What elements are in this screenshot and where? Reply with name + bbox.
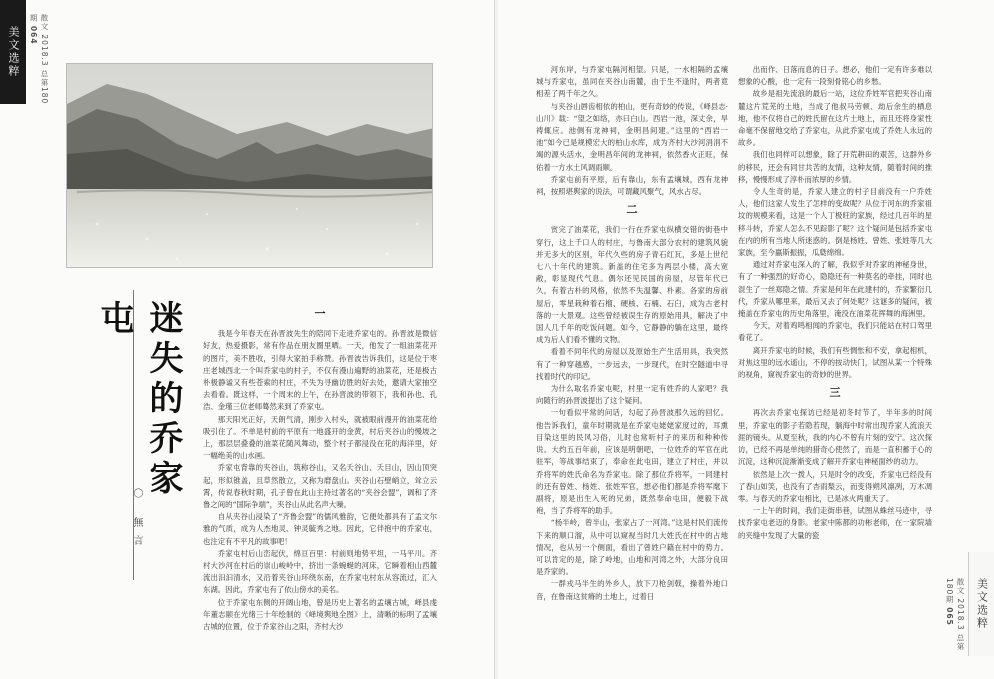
paragraph: 看着不同年代的房屋以及原始生产生活用具，我突然有了一种穿越感，一步远去，一步现代，在时空隧道中寻找着时代的印记。: [536, 347, 728, 381]
rapeseed-field-photo: [66, 63, 433, 268]
paragraph: 离开乔家屯的时候，我们有些惆怅和不安，拿起相机，对焦这里的远水遥山，不停的按动快门，试图从某一个特殊的视角，窥视乔家屯的奇妙的世界。: [738, 345, 932, 380]
right-page: [498, 0, 994, 679]
paragraph: 与夹谷山唇齿相依的柏山，更有奇妙的传说，《峄县志·山川》载：“望之如络，亦曰白山。西岩一池，深丈余，旱祷辄应。池侧有龙神祠，金明昌间建。”这里的“西岩一池”如今已是规模宏大的柏山水库，成为齐村大沙河涓涓不竭的源头活水，金明昌年间的龙神祠，依然香火正旺，保佑着一方水土风调雨顺。: [536, 101, 728, 172]
paragraph: 那天阳光正好，天朗气清，刚步入村头，就被眼前漫开的油菜花给吸引住了。不单是村前的平原有一地盛开的金黄，村后夹谷山的慢坡之上，那层层叠叠的油菜花随风舞动，整个村子都浸没在花的海洋里，好一幅绝美的山水画。: [203, 414, 437, 461]
section-tab: 美文选粹: [0, 0, 26, 104]
paragraph: 故乡是祖先流浪的最后一站，这位乔姓军官把夹谷山南麓这片荒芜的土地，当成了他叔马劳顿、劫后余生的栖息地，他不仅将自己的姓氏留在这片土地上，而且还将身家性命毫不保留地交给了乔家屯，从此乔家屯成了乔姓人永远的故乡。: [738, 89, 932, 148]
author-mark: 〇: [131, 488, 142, 506]
section-tab: 美文选粹: [968, 552, 994, 656]
paragraph: 再次去乔家屯探访已经是初冬时节了，半年多的时间里，乔家屯的影子若隐若现，躺海中时常出现乔家人流浪天涯的镜头。从夏至秋，我的内心不曾有片刻的安宁。这次探访，已经不再是单纯的猎奇心使然了，而是一直积蓄于心的沉淀，这种沉淀渐渐变成了解开乔家屯神秘面纱的动力。: [738, 408, 932, 467]
paragraph: 我们也同样可以想象，除了开荒耕田的艰苦，这群外乡的移民，还会有同甘共苦的友情，这种友情，随着时间的推移，慢慢形成了淳朴而浓厚的乡情。: [738, 150, 932, 184]
paragraph: 依然是上次一拨人，只是时令的改变，乔家屯已经没有了春山如笑，也没有了杏雨梨云，而变得朔风凛冽，万木凋零。与春天的乔家屯相比，已是冰火两重天了。: [738, 469, 932, 503]
author-name: 無言: [131, 517, 142, 554]
paragraph: 为什么取名乔家屯呢，村里一定有姓乔的人家吧？我向随行的孙晋波提出了这个疑问。: [536, 384, 728, 406]
paragraph: 一句看似平常的问话，勾起了孙晋波那久远的回忆。他告诉我们，童年时期就是在乔家屯姥姥家度过的，耳熏目染这里的民风习俗，儿时也常听村子的来历和种种传说。大约五百年前，应该是明朝吧，一位姓乔的军官在此驻军，等战事结束了，奉命在此屯田，建立了村庄，并以乔将军的姓氏命名为乔家屯。除了那位乔将军，一同建村的还有曾姓、杨姓、张姓军官，想必他们都是乔将军麾下副将，原是出生入死的兄弟，既然奉命屯田，便毅下战袍，当了乔将军的助手。: [536, 408, 728, 516]
page-number: 064: [29, 25, 38, 45]
paragraph: 乔家屯村后山峦起伏，绵亘百里：村前则地势平坦，一马平川。齐村大沙河在村后的崇山峻岭中，挤出一条蜿蜒的河床，它瞬着相山西麓流出汩汩清水，又沿着夹谷山环绕东南，在乔家屯村东从容流过，汇入东湖。因此，乔家屯有了依山傍水的美名。: [203, 548, 437, 595]
paragraph: 我是今年春天在孙晋波先生的陪同下走进乔家屯的。孙晋波是微信好友，热爱摄影，常有作品在朋友圈里晒。一天，他发了一组油菜花开的图片，美不胜收，引得大家拍手称赞。孙晋波告诉我们，这是位于枣庄老城西北一个叫乔家屯的村子，不仅有漫山遍野的油菜花，还是极古朴极静谧又有些苍索的村庄，不失为寻幽访胜的好去处，邀请大家抽空去看看。既这样，一个周末的上午，在孙晋波的带领下，我和孙也、孔浩、金瑾三位老师蓦然来到了乔家屯。: [203, 329, 437, 412]
paragraph: 今天，对着鸡鸣相闻的乔家屯，我们只能站在村口驾里看花了。: [738, 321, 932, 343]
issue-line: 散文 2018.3 总第180期: [29, 14, 49, 105]
issue-info: [944, 578, 966, 668]
paragraph: 出而作、日落而息的日子。想必，他们一定有许多难以想象的心酸，也一定有一段刻骨铭心的乡愁。: [738, 65, 932, 87]
paragraph: 令人生奇的是，乔家人建立的村子目前没有一户乔姓人，他们这家人发生了怎样的变故呢？从位于河东的乔家祖坟的规模来看，这是一个人丁极旺的家族，经过几百年的星移斗转，乔家人怎么不见踪影了呢？这个疑问是包括乔家屯在内的所有当地人所迷惑的。倒是杨姓、曾姓、张姓等几大家族，至今蠃斯振振，瓜瓞绵绵。: [738, 187, 932, 258]
author-byline: [129, 488, 144, 553]
article-title: 迷失的乔家屯: [94, 300, 183, 500]
issue-line: 散文 2018.3 总第180期: [945, 578, 965, 652]
landscape-image: [67, 64, 433, 268]
section-heading-three: 三: [829, 386, 841, 400]
section-heading-one: 一: [314, 307, 326, 320]
paragraph: 位于乔家屯东侧的开阔山地，曾是历史上著名的孟壤古城，峄县虔年董志颐在光绪三十年绘制的《峄境舆地全图》上，清晰的标明了孟壤古城的位置，位于乔家谷山之阳，齐村大沙: [203, 597, 437, 632]
paragraph: 一上午的时间，我们走街串巷，试图从蛛丝马迹中，寻找乔家屯老迈的身影。老家中陈都的功彬老师，在一家院墙的夹缝中发现了大量的瓷: [738, 506, 932, 540]
left-page: [0, 0, 495, 679]
paragraph: 自从夹谷山浸染了“齐鲁会盟”的儒风雅韵，它便处都具有了孟文尔雅的气质，成为人杰地灵、钟灵毓秀之地。因此，它伴抱中的乔家屯，也注定有不平凡的故事吧！: [203, 512, 437, 546]
page-number: 065: [945, 607, 954, 626]
right-body-column-2: [738, 64, 932, 674]
paragraph: 乔家屯背靠的夹谷山，筑称谷山，又名夭谷山、夭目山，因山顶突起，形似锥盖，且草然散立，又称为磨盘山。夹谷山石壁峭立，耸立云霄，传说春秋时期，孔子曾在此山主持过著名的“夹谷会盟”，调和了齐鲁之间的“国际争端”，夹谷山从此名声大噪。: [203, 463, 437, 510]
paragraph: 赏完了油菜花，我们一行在乔家屯纵横交错的街巷中穿行，这上千口人的村庄，与鲁南大部分农村的建筑风貌并无多大的区别，年代久些的房子青石红瓦，多是上世纪七八十年代的建筑。新盖的住宅多为两层小楼，高大宽敞，彰显现代气息。偶尔还见民国的房屋，尽管年代已久，有着古朴的风格，依然不失温馨、朴素。各家的房前屋后，零星栽种着石榴、硬核、石楠、石臼，成为古老村落的一大景观。这些曾经被误生存的原始用具，解决了中国人几千年的吃饭问题。如今，它静静的躺在这里，最终成为后人们看不懂的文物。: [536, 225, 728, 345]
paragraph: “杨半岭，曾半山，张家占了一河湾。”这是村民们流传下来的顺口溜，从中可以窥视当时几大姓氏在村中的占地情况，也从另一个侧面，看出了曾姓户籍在村中的势力。可以肯定的是，除了岭地，山地和河湾之外，大部分良田是乔家的。: [536, 518, 728, 577]
right-body-column-1: [536, 64, 728, 674]
paragraph: 乔家屯前有平原，后有靠山，东有孟壤城，西有龙神祠，按照堪舆家的说法，可谓藏风聚气，风水占尽。: [536, 174, 728, 197]
paragraph: 一群戎马半生的外乡人，放下刀枪剑戟，操着外地口音，在鲁南这贫瘠的土地上，过着日: [536, 579, 728, 601]
issue-info: [28, 14, 50, 110]
paragraph: 通过对乔家屯深入的了解，我似乎对乔家的神秘身世，有了一种强烈的好奇心，隐隐还有一种莫名的牵挂，同时也混生了一丝郑隐之情。乔家是何年在此建村的，乔家繁衍几代，乔家从哪里来，最后又去了何处呢？这谜多的疑问，被掩盖在乔家屯的历史角落里，淹没在油菜花挥舞的海洲里。: [738, 260, 932, 319]
section-heading-two: 二: [626, 203, 638, 217]
paragraph: 河东岸，与乔家屯隔河相望。只是，一水相隔的孟壤城与乔家屯，虽同在夹谷山南麓，由于生不逢时，两者竟相差了两千年之久。: [536, 65, 728, 99]
left-body-column: [203, 302, 437, 677]
